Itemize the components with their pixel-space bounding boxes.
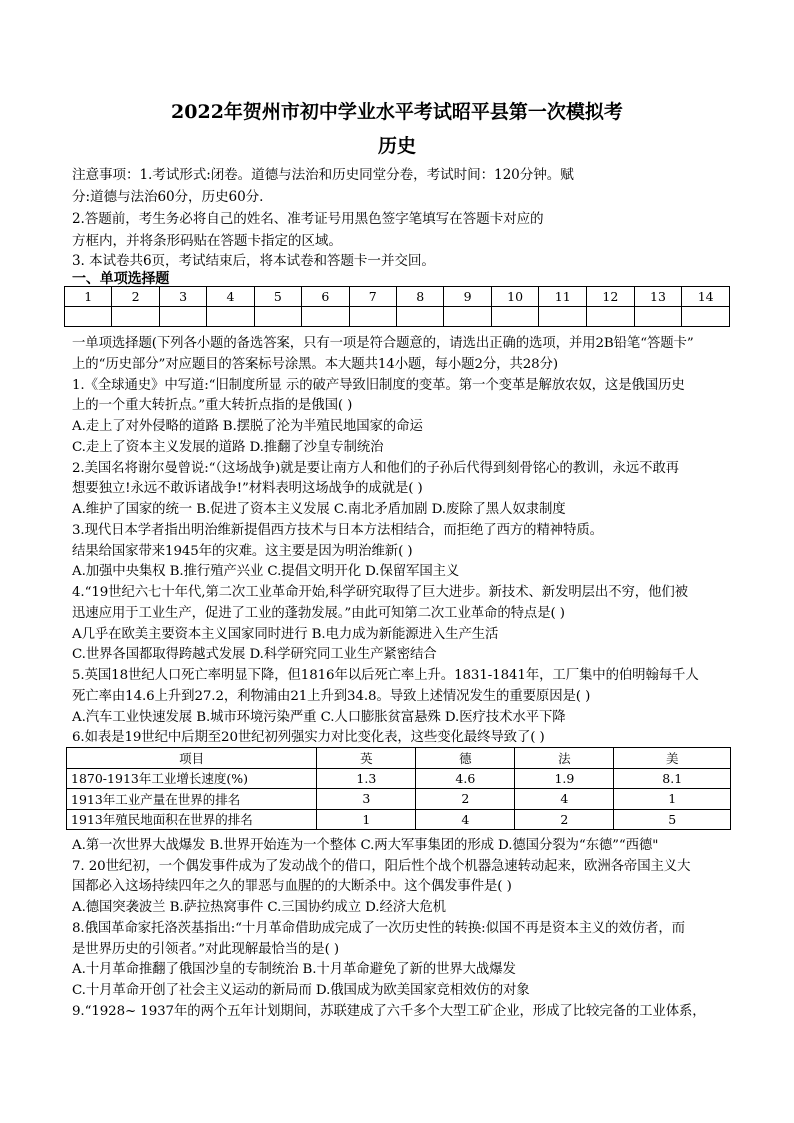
question-text-line: 国都必入这场持续四年之久的罪恶与血腥的的大断杀中。这个偶发事件是( ): [72, 879, 512, 895]
question-text-line: 3.现代日本学者指出明治维新提倡西方技术与日本方法相结合，而拒绝了西方的精神特质。: [72, 522, 603, 538]
answer-blank-cell[interactable]: [159, 307, 206, 327]
question-text-line: 上的一个重大转折点。”重大转折点指的是俄国( ): [72, 398, 353, 414]
question-text-line: 4.“19世纪六七十年代,第二次工业革命开始,科学研究取得了巨大进步。新技术、新发明层出不穷，他们被: [72, 585, 688, 600]
answer-number-cell: 9: [444, 287, 491, 307]
answer-number-cell: 8: [396, 287, 443, 307]
table-row: [67, 768, 731, 789]
answer-number-cell: 10: [491, 287, 539, 307]
question-text-line: A.十月革命推翻了俄国沙皇的专制统治 B.十月革命避免了新的世界大战爆发: [72, 962, 516, 978]
question-text-line: A几乎在欧美主要资本主义国家同时进行 B.电力成为新能源进入生产生活: [72, 626, 499, 642]
answer-blank-cell[interactable]: [587, 307, 635, 327]
answer-number-cell: 2: [112, 287, 159, 307]
question-text-line: 上的“历史部分”对应题目的答案标号涂黑。本大题共14小题，每小题2分，共28分): [72, 356, 559, 372]
answer-blank-cell[interactable]: [539, 307, 587, 327]
answer-number-cell: 6: [302, 287, 349, 307]
answer-number-cell: 3: [159, 287, 206, 307]
answer-blank-cell[interactable]: [396, 307, 443, 327]
question-text-line: 死亡率由14.6上升到27.2，利物浦由21上升到34.8。导致上述情况发生的重要原因是( ): [72, 688, 591, 704]
question-text-line: 8.俄国革命家托洛茨基指出:“十月革命借助成完成了一次历史性的转换:似国不再是资本主义的效仿者，而: [72, 920, 685, 936]
notice-line: 2.答题前，考生务必将自己的姓名、准考证号用黑色签字笔填写在答题卡对应的: [72, 211, 544, 227]
question-text-line: A.德国突袭波兰 B.萨拉热窝事件 C.三国协约成立 D.经济大危机: [72, 900, 446, 916]
table-header-cell: 德: [416, 748, 515, 769]
section-heading: 一、单项选择题: [72, 271, 170, 287]
table-cell: 4: [416, 809, 515, 830]
question-text-line: A.第一次世界大战爆发 B.世界开始连为一个整体 C.两大军事集团的形成 D.德国分裂为“东德”“西德": [72, 838, 659, 853]
notice-line: 3. 本试卷共6页，考试结束后，将本试卷和答题卡一并交回。: [72, 253, 435, 269]
table-cell: 2: [515, 809, 614, 830]
answer-number-cell: 11: [539, 287, 587, 307]
answer-blank-cell[interactable]: [682, 307, 730, 327]
question-text-line: 1.《全球通史》中写道:“旧制度所显 示的破产导致旧制度的变革。第一个变革是解放农奴，这是俄国历史: [72, 377, 685, 393]
answer-blank-cell[interactable]: [207, 307, 254, 327]
answer-number-cell: 14: [682, 287, 730, 307]
answer-blank-cell[interactable]: [254, 307, 301, 327]
question-text-line: 2.美国名将谢尔曼曾说:“（这场战争)就是要让南方人和他们的子孙后代得到刻骨铭心的教训，永远不敢再: [72, 460, 679, 476]
table-cell: 1.9: [515, 768, 614, 789]
answer-blank-cell[interactable]: [349, 307, 396, 327]
question-text-line: C.十月革命开创了社会主义运动的新局而 D.俄国成为欧美国家竞相效仿的对象: [72, 982, 530, 998]
question-text-line: 9.“1928~ 1937年的两个五年计划期间，苏联建成了六千多个大型工矿企业，形成了比较完备的工业体系，: [72, 1003, 706, 1019]
question-text-line: 结果给国家带来1945年的灾难。这主要是因为明治维新( ): [72, 543, 413, 559]
answer-blank-cell[interactable]: [634, 307, 682, 327]
question-text-line: 一单项选择题(下列各小题的备选答案，只有一项是符合题意的，请选出正确的选项，并用2B铅笔“答题卡”: [72, 336, 694, 351]
question-text-line: A.维护了国家的统一 B.促进了资本主义发展 C.南北矛盾加剧 D.废除了黑人奴隶制度: [72, 502, 566, 517]
answer-blank-cell[interactable]: [112, 307, 159, 327]
table-cell: 1913年殖民地面积在世界的排名: [67, 809, 317, 830]
table-cell: 2: [416, 789, 515, 810]
question-text-line: 迅速应用于工业生产，促进了工业的蓬勃发展。”由此可知第二次工业革命的特点是( ): [72, 605, 565, 621]
question-text-line: A.汽车工业快速发展 B.城市环境污染严重 C.人口膨胀贫富悬殊 D.医疗技术水平下降: [72, 709, 566, 725]
question-text-line: 是世界历史的引领者。”对此现解最恰当的是( ): [72, 941, 339, 957]
table-cell: 4: [515, 789, 614, 810]
comparison-table: [66, 747, 731, 830]
table-row: [67, 809, 731, 830]
answer-number-cell: 5: [254, 287, 301, 307]
question-text-line: 7. 20世纪初，一个偶发事件成为了发动战个的借口，阳后性个战个机器急速转动起来，欧洲各帝国主义大: [72, 858, 691, 874]
table-cell: 3: [317, 789, 416, 810]
question-text-line: A.走上了对外侵略的道路 B.摆脱了沦为半殖民地国家的命运: [72, 419, 423, 434]
answer-number-cell: 13: [634, 287, 682, 307]
answer-number-cell: 7: [349, 287, 396, 307]
table-cell: 1913年工业产量在世界的排名: [67, 789, 317, 810]
question-text-line: A.加强中央集权 B.推行殖产兴业 C.提倡文明开化 D.保留军国主义: [72, 564, 460, 580]
subject-title: 历史: [377, 135, 416, 157]
question-text-line: C.世界各国都取得跨越式发展 D.科学研究同工业生产紧密结合: [72, 647, 437, 663]
table-cell: 1: [317, 809, 416, 830]
table-cell: 1.3: [317, 768, 416, 789]
notice-line: 分:道德与法治60分，历史60分.: [72, 189, 264, 205]
answer-blank-cell[interactable]: [491, 307, 539, 327]
answer-blank-cell[interactable]: [302, 307, 349, 327]
table-header-cell: 英: [317, 748, 416, 769]
answer-blank-cell[interactable]: [65, 307, 112, 327]
table-row: [67, 789, 731, 810]
question-text-line: 5.英国18世纪人口死亡率明显下降，但1816年以后死亡率上升。1831-1841年，工厂集中的伯明翰每千人: [72, 668, 699, 683]
notice-line: 注意事项：1.考试形式:闭卷。道德与法治和历史同堂分卷，考试时间：120分钟。赋: [72, 167, 574, 183]
table-cell: 1870-1913年工业增长速度(%): [67, 768, 317, 789]
question-text-line: C.走上了资本主义发展的道路 D.推翻了沙皇专制统治: [72, 439, 384, 455]
table-cell: 8.1: [614, 768, 731, 789]
table-header-cell: 项目: [67, 748, 317, 769]
question-text-line: 6.如表是19世纪中后期至20世纪初列强实力对比变化表，这些变化最终导致了( ): [72, 730, 545, 746]
answer-number-cell: 4: [207, 287, 254, 307]
answer-grid: [64, 286, 730, 327]
answer-blank-cell[interactable]: [444, 307, 491, 327]
table-cell: 1: [614, 789, 731, 810]
answer-number-cell: 12: [587, 287, 635, 307]
answer-number-cell: 1: [65, 287, 112, 307]
question-text-line: 想要独立!永远不敢诉诸战争!”材料表明这场战争的成就是( ): [72, 481, 423, 497]
table-header-cell: 美: [614, 748, 731, 769]
table-cell: 4.6: [416, 768, 515, 789]
notice-line: 方框内，并将条形码贴在答题卡指定的区域。: [72, 233, 342, 249]
table-header-cell: 法: [515, 748, 614, 769]
table-cell: 5: [614, 809, 731, 830]
exam-title: 2022年贺州市初中学业水平考试昭平县第一次模拟考: [171, 101, 623, 123]
